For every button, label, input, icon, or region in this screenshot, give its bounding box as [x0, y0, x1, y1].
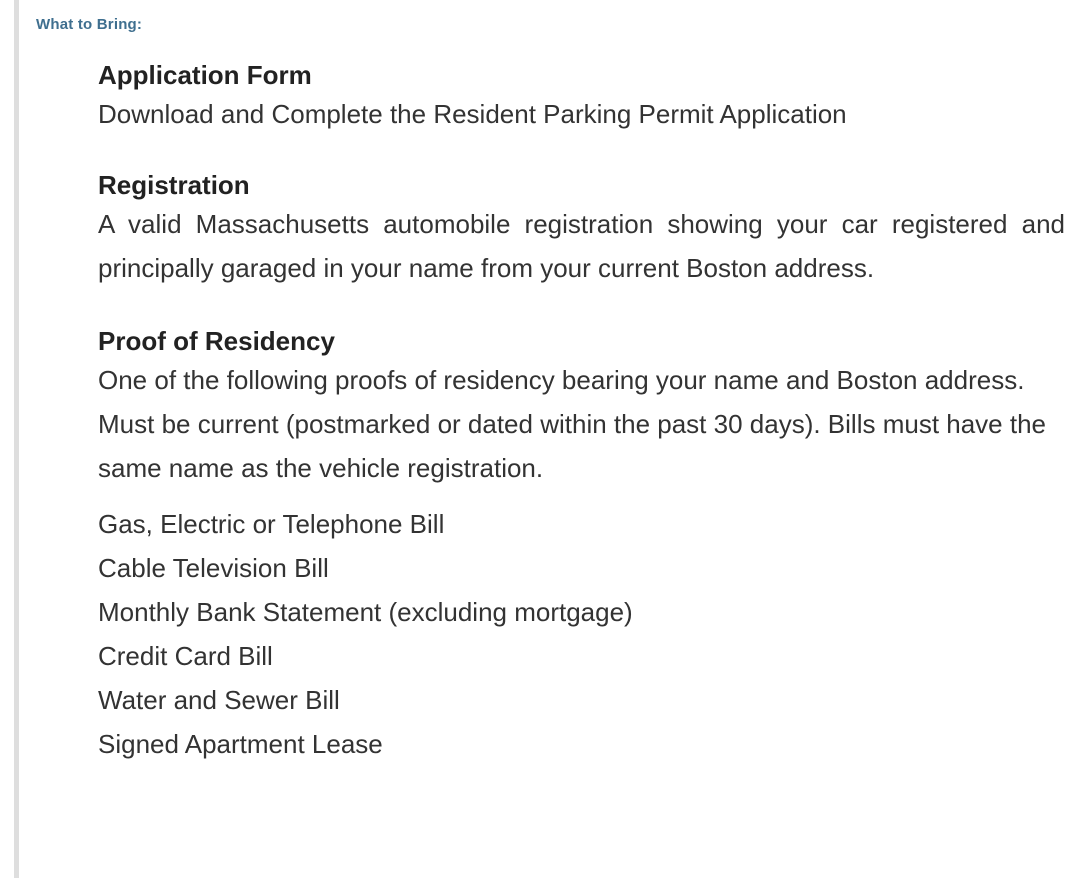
content-left-border — [14, 0, 19, 878]
proof-of-residency-list — [98, 502, 1065, 766]
download-application-link[interactable]: Download and Complete the Resident Parking Permit Application — [98, 99, 847, 129]
proof-list-item: Monthly Bank Statement (excluding mortgage) — [98, 597, 633, 627]
proof-of-residency-block — [98, 324, 1065, 490]
registration-description: A valid Massachusetts automobile registration showing your car registered and principally garaged in your name from your current Boston address. — [98, 209, 1065, 283]
application-form-block — [98, 58, 1065, 136]
proof-list-item: Cable Television Bill — [98, 553, 329, 583]
proof-list-item: Water and Sewer Bill — [98, 685, 340, 715]
registration-block — [98, 168, 1065, 290]
proof-of-residency-description: One of the following proofs of residency bearing your name and Boston address. Must be current (postmarked or dated within the past 30 days). Bills must have the same name as the vehicle registration. — [98, 365, 1047, 483]
what-to-bring-heading: What to Bring: — [36, 16, 143, 33]
proof-list-item: Credit Card Bill — [98, 641, 273, 671]
proof-list-item: Gas, Electric or Telephone Bill — [98, 509, 445, 539]
application-form-title: Application Form — [98, 60, 312, 90]
registration-title: Registration — [98, 170, 250, 200]
what-to-bring-content — [98, 58, 1065, 766]
proof-of-residency-title: Proof of Residency — [98, 326, 335, 356]
proof-list-item: Signed Apartment Lease — [98, 729, 383, 759]
